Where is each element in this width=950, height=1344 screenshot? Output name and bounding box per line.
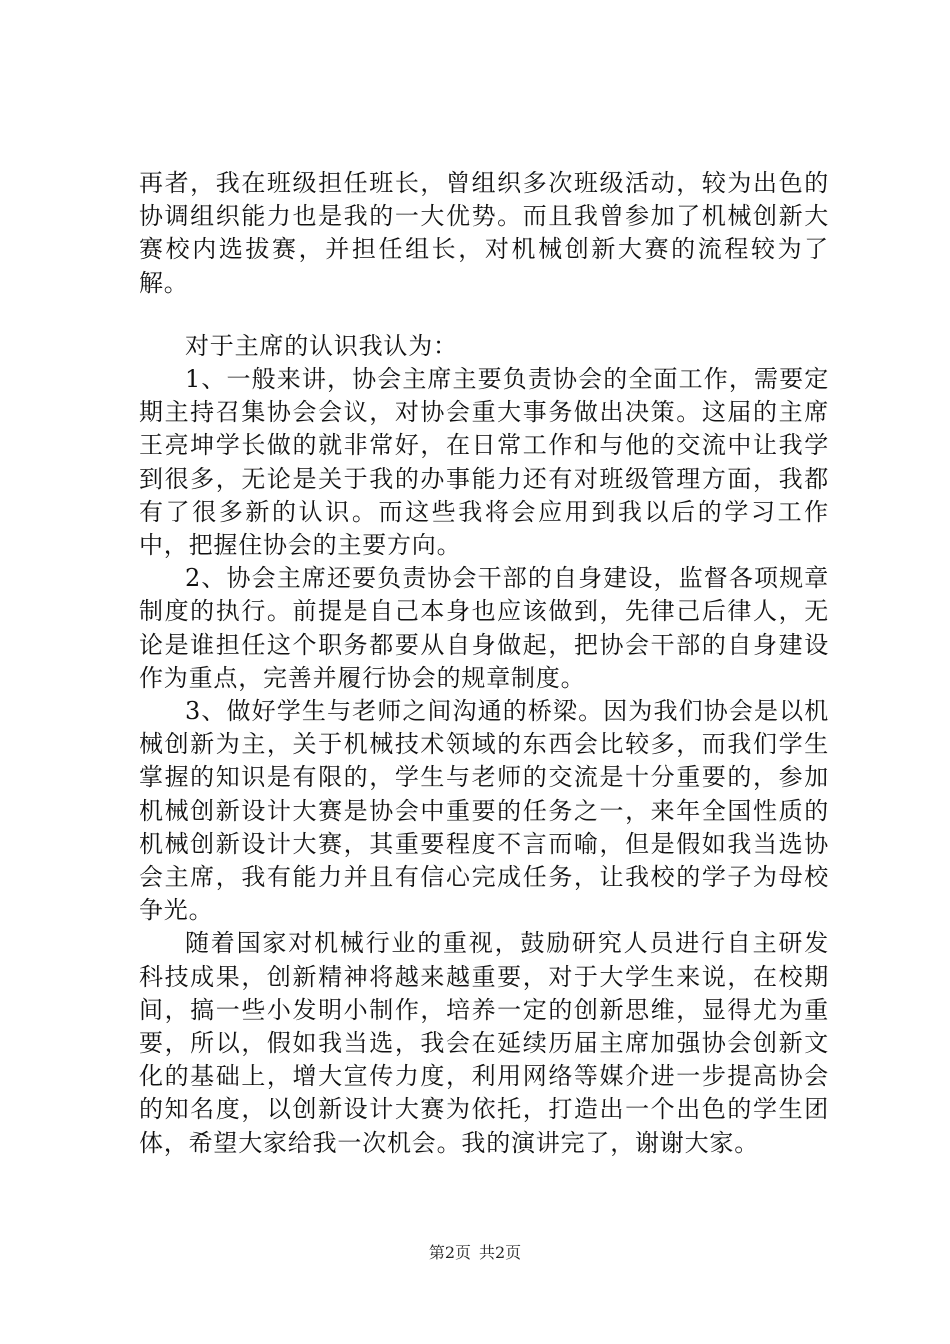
paragraph-point-1: 1、一般来讲，协会主席主要负责协会的全面工作，需要定期主持召集协会会议，对协会重大事务做出决策。这届的主席王亮坤学长做的就非常好，在日常工作和与他的交流中让我学到很多，无论是关于我的办事能力还有对班级管理方面，我都有了很多新的认识。而这些我将会应用到我以后的学习工作中，把握住协会的主要方向。 xyxy=(139,365,829,560)
paragraph-point-3: 3、做好学生与老师之间沟通的桥梁。因为我们协会是以机械创新为主，关于机械技术领域的东西会比较多，而我们学生掌握的知识是有限的，学生与老师的交流是十分重要的，参加机械创新设计大赛是协会中重要的任务之一，来年全国性质的机械创新设计大赛，其重要程度不言而喻，但是假如我当选协会主席，我有能力并且有信心完成任务，让我校的学子为母校争光。 xyxy=(139,697,829,925)
document-body xyxy=(139,167,829,1160)
paragraph-conclusion: 随着国家对机械行业的重视，鼓励研究人员进行自主研发科技成果，创新精神将越来越重要，对于大学生来说，在校期间，搞一些小发明小制作，培养一定的创新思维，显得尤为重要，所以，假如我当选，我会在延续历届主席加强协会创新文化的基础上，增大宣传力度，利用网络等媒介进一步提高协会的知名度，以创新设计大赛为依托，打造出一个出色的学生团体，希望大家给我一次机会。我的演讲完了，谢谢大家。 xyxy=(139,929,829,1157)
page-number-total: 共2页 xyxy=(479,1243,522,1262)
paragraph-intro-continuation: 再者，我在班级担任班长，曾组织多次班级活动，较为出色的协调组织能力也是我的一大优势。而且我曾参加了机械创新大赛校内选拔赛，并担任组长，对机械创新大赛的流程较为了解。 xyxy=(139,169,829,297)
page-number-current: 第2页 xyxy=(428,1243,471,1262)
page-footer xyxy=(0,1243,950,1263)
paragraph-point-2: 2、协会主席还要负责协会干部的自身建设，监督各项规章制度的执行。前提是自己本身也应该做到，先律己后律人，无论是谁担任这个职务都要从自身做起，把协会干部的自身建设作为重点，完善并履行协会的规章制度。 xyxy=(139,564,829,692)
paragraph-chairman-heading: 对于主席的认识我认为： xyxy=(185,331,458,360)
